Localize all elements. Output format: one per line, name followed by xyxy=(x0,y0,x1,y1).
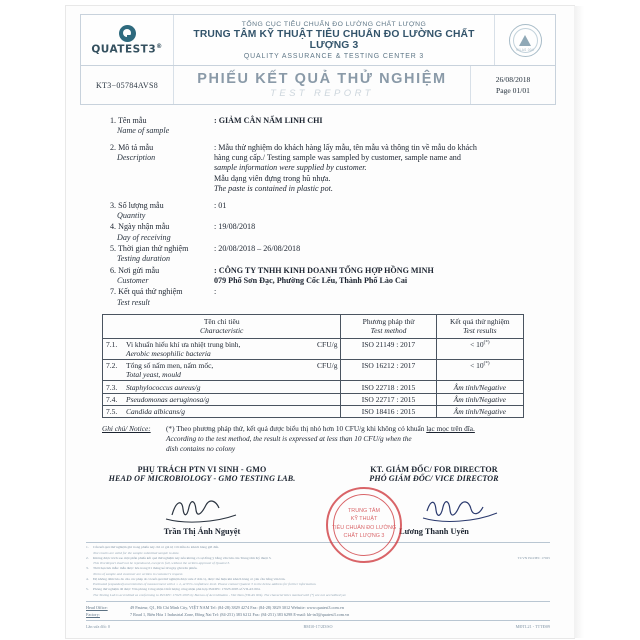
characteristic-en: Pseudomonas aeruginosa/g xyxy=(126,394,210,404)
footer-doc-code: MĐTL21 - TTTĐ09 xyxy=(515,624,551,630)
report-title-block xyxy=(174,66,470,104)
result-value: < 10 xyxy=(470,361,484,371)
field-value-line: : CÔNG TY TNHH KINH DOANH TỔNG HỢP HỒNG MINH xyxy=(214,265,434,275)
col-result-vn: Kết quả thử nghiệm xyxy=(449,317,510,327)
row-number: 7.2. xyxy=(106,361,118,371)
header-line-2: TRUNG TÂM KỸ THUẬT TIÊU CHUẨN ĐO LƯỜNG CHẤT LƯỢNG 3 xyxy=(193,29,475,51)
field-value-line: Mẫu dạng viên đựng trong hũ nhựa. xyxy=(214,173,331,183)
stamp-line-2: KỸ THUẬT xyxy=(350,516,378,523)
cell-characteristic xyxy=(103,338,341,359)
field-row xyxy=(86,143,550,195)
field-label-en: Day of receiving xyxy=(117,232,171,242)
field-value xyxy=(214,143,550,195)
fine-print-number: 2. xyxy=(86,555,89,560)
result-value: Âm tính/Negative xyxy=(453,382,506,392)
logo-number: 3 xyxy=(148,43,157,56)
col-method-vn: Phương pháp thử xyxy=(362,317,415,327)
col-characteristic-vn: Tên chỉ tiêu xyxy=(203,317,240,327)
field-label xyxy=(86,116,214,137)
contact-row xyxy=(86,604,550,611)
report-page-number: Page 01/01 xyxy=(496,86,530,95)
field-row xyxy=(86,266,550,287)
characteristic-text xyxy=(126,361,311,379)
fine-print-side-note: TCVN ISO/IEC 17025 xyxy=(517,555,550,560)
col-method-en: Test method xyxy=(370,326,407,336)
characteristic-unit: CFU/g xyxy=(317,361,338,371)
field-label-en: Description xyxy=(117,153,156,163)
signature-left-title-vn: PHỤ TRÁCH PTN VI SINH - GMO xyxy=(137,465,267,475)
field-value-line: : GIẢM CÂN NẤM LINH CHI xyxy=(214,116,323,125)
stamp-line-3: TIÊU CHUẨN ĐO LƯỜNG xyxy=(331,524,397,531)
fine-print-side-note xyxy=(484,566,550,577)
fine-print-text xyxy=(93,566,484,577)
field-label-en: Test result xyxy=(117,297,150,307)
characteristic-unit xyxy=(311,407,337,416)
characteristic-en: Aerobic mesophilic bacteria xyxy=(126,348,211,358)
field-value-line: sample information were supplied by customer. xyxy=(214,163,367,173)
stamp-text xyxy=(328,507,400,539)
fine-print-number: 4. xyxy=(86,576,89,581)
fine-print-en: This Test Report shall not be reproduced, except in full, without the written approval of Quatest 3. xyxy=(93,561,231,566)
signature-left-title-en: HEAD OF MICROBIOLOGY - GMO TESTING LAB. xyxy=(108,474,296,484)
result-value: < 10 xyxy=(470,339,484,349)
field-value-line: : 19/08/2018 xyxy=(214,222,256,232)
header-org-block xyxy=(174,19,494,62)
fine-print-side-note xyxy=(484,545,550,556)
notice-line-1: (*) Theo phương pháp thử, kết quả được biểu thị nhỏ hơn 10 CFU/g khi không có khuẩn xyxy=(166,424,425,434)
contact-block xyxy=(86,601,550,621)
characteristic-vn: Tổng số nấm men, nấm mốc, xyxy=(126,361,214,371)
result-value: Âm tính/Negative xyxy=(453,407,506,417)
row-number: 7.1. xyxy=(106,339,118,349)
fine-print-vn: Cấu kết quả thử nghiệm ghi trong phiếu này chỉ có giá trị với mẫu do khách hàng gửi đến. xyxy=(93,545,220,550)
field-label-en: Quantity xyxy=(117,210,146,220)
handwritten-signature-icon-2 xyxy=(419,491,505,525)
field-value xyxy=(214,222,550,243)
fine-print-vn: Không được trích sao một phần phiếu kết quả thử nghiệm này nếu không có sự đồng ý bằng văn bản của Trung tâm Kỹ thuật 3. xyxy=(93,555,272,560)
fine-print-en: Estimated (expanded) uncertainties of measurement with k = 2, at 95% confidence level. Please contact Quatest 3 to the below address for further information. xyxy=(93,582,317,587)
seal-caption: VILAS 004 xyxy=(516,48,534,52)
characteristic-text xyxy=(126,383,311,392)
signature-right-title-vn: KT. GIÁM ĐỐC/ FOR DIRECTOR xyxy=(370,465,498,475)
title-band xyxy=(80,65,556,105)
field-label-vn: 5. Thời gian thử nghiệm xyxy=(110,243,189,253)
results-table-body xyxy=(103,338,524,418)
handwritten-signature-icon xyxy=(156,491,248,525)
field-row xyxy=(86,244,550,265)
fine-print-row xyxy=(86,556,550,567)
result-footnote-mark: (*) xyxy=(483,361,490,367)
characteristic-unit xyxy=(311,395,337,404)
footer-form-code: BM10-17/2D/SO xyxy=(303,624,333,630)
fine-print-vn: Phòng thử nghiệm đã được Văn phòng Công nhận Chất lượng công nhận phù hợp ISO/IEC 17025:2005 số VILAS 004. xyxy=(93,587,261,592)
fine-print-vn: Thời hạn lưu mẫu: mẫu được lưu trong 01 tháng kể từ ngày ghi trên phiếu. xyxy=(93,566,198,571)
row-number: 7.3. xyxy=(106,382,118,392)
col-characteristic-en: Characteristic xyxy=(200,326,244,336)
field-label-vn: 4. Ngày nhận mẫu xyxy=(110,222,170,232)
signature-right xyxy=(318,465,550,539)
characteristic-en: Candida albicans/g xyxy=(126,407,185,417)
notice-line-2: lạc mọc trên đĩa. xyxy=(426,424,475,434)
field-value xyxy=(214,244,550,265)
fine-print-row xyxy=(86,577,550,588)
characteristic-text xyxy=(126,395,311,404)
characteristic-vn: Vi khuẩn hiếu khí ưa nhiệt trung bình, xyxy=(126,339,241,349)
scanned-sheet xyxy=(66,6,574,638)
row-number: 7.5. xyxy=(106,407,118,417)
field-value-line: : 20/08/2018 – 26/08/2018 xyxy=(214,243,301,253)
results-table xyxy=(102,314,524,418)
quatest-logo xyxy=(81,15,174,65)
field-label-en: Name of sample xyxy=(117,126,170,136)
field-label-en: Testing duration xyxy=(117,254,170,264)
result-value: Âm tính/Negative xyxy=(453,394,506,404)
field-value xyxy=(214,116,550,137)
col-result-en: Test results xyxy=(463,326,497,336)
footer-revision: Lần sửa đổi: 0 xyxy=(86,624,111,630)
stamp-line-4: CHẤT LƯỢNG 3 xyxy=(343,532,385,539)
report-date: 26/08/2018 xyxy=(495,75,531,84)
accreditation-seal-icon xyxy=(509,24,542,57)
signature-right-name: Lương Thanh Uyên xyxy=(399,527,469,537)
notice-line-4: dish contains no colony xyxy=(166,443,236,453)
field-value xyxy=(214,287,550,308)
contact-label: Head Office: xyxy=(86,604,108,610)
cell-method: ISO 22717 : 2015 xyxy=(341,393,436,405)
field-label-vn: 2. Mô tả mẫu xyxy=(110,142,154,152)
report-date-block xyxy=(470,66,555,104)
quatest-logo-text xyxy=(91,43,162,56)
fine-print-text xyxy=(93,577,484,588)
fine-print-row xyxy=(86,587,550,598)
fine-print-number: 3. xyxy=(86,566,89,571)
fine-print-text xyxy=(93,545,484,556)
cell-result xyxy=(436,406,523,418)
field-value-line: 079 Phố Sơn Đạc, Phường Cốc Lếu, Thành Phố Lào Cai xyxy=(214,276,408,286)
fine-print-side-note xyxy=(484,587,550,598)
col-result xyxy=(436,315,523,339)
characteristic-en: Staphylococcus aureus/g xyxy=(126,382,201,392)
fine-print-en: The Testing Lab is accredited as conforming to ISO/IEC 17025:2005 by Bureau of Accreditation - Viet Nam (VILAS 004). The characteristics marked with (*) are not accredited yet. xyxy=(93,592,347,597)
cell-characteristic xyxy=(103,381,341,393)
seal-triangle-icon xyxy=(519,35,531,46)
result-footnote-mark: (*) xyxy=(483,340,490,346)
cell-result xyxy=(436,393,523,405)
field-value xyxy=(214,266,550,287)
characteristic-text xyxy=(126,340,311,358)
contact-row xyxy=(86,611,550,618)
cell-method: ISO 18416 : 2015 xyxy=(341,406,436,418)
signature-left xyxy=(86,465,318,536)
fine-print-side-note xyxy=(484,577,550,588)
logo-registered-mark: ® xyxy=(156,42,163,50)
fine-print-en: Test results are valid for the sample submitted sample to date. xyxy=(93,550,180,555)
cell-characteristic xyxy=(103,359,341,380)
cell-characteristic xyxy=(103,406,341,418)
fine-print-en: Terms of sample and customer are written in customer's request. xyxy=(93,571,184,576)
field-label-vn: 7. Kết quả thử nghiệm xyxy=(110,287,183,297)
field-label xyxy=(86,201,214,222)
fine-print-number: 5. xyxy=(86,587,89,592)
characteristic-unit: CFU/g xyxy=(317,339,338,349)
field-row xyxy=(86,287,550,308)
fine-print-text xyxy=(93,587,484,598)
field-label xyxy=(86,143,214,195)
header-line-1: TỔNG CỤC TIÊU CHUẨN ĐO LƯỜNG CHẤT LƯỢNG xyxy=(241,20,427,28)
notice-label: Ghi chú/ Notice: xyxy=(102,424,151,434)
field-label xyxy=(86,222,214,243)
quatest-logo-icon xyxy=(119,25,136,42)
signature-left-name: Trần Thị Ánh Nguyệt xyxy=(163,527,241,537)
field-label-vn: 6. Nơi gửi mẫu xyxy=(110,265,160,275)
cell-characteristic xyxy=(103,393,341,405)
cell-result xyxy=(436,381,523,393)
stamp-line-1: TRUNG TÂM xyxy=(348,508,380,515)
field-label-vn: 3. Số lượng mẫu xyxy=(110,200,164,210)
signature-right-title-en: PHÓ GIÁM ĐỐC/ VICE DIRECTOR xyxy=(369,474,499,484)
field-label-en: Customer xyxy=(117,276,149,286)
notice-text xyxy=(166,424,524,453)
fine-print-row xyxy=(86,566,550,577)
field-list xyxy=(86,116,550,308)
table-row xyxy=(103,381,524,393)
fine-print-text xyxy=(93,556,484,567)
cell-result xyxy=(436,359,523,380)
header-line-3: QUALITY ASSURANCE & TESTING CENTER 3 xyxy=(243,52,425,60)
field-row xyxy=(86,222,550,243)
signature-block xyxy=(86,465,550,539)
table-row xyxy=(103,359,524,380)
characteristic-unit xyxy=(311,383,337,392)
contact-value: 7 Road 1, Biên Hòa 1 Industrial Zone, Đồng Nai Tel: (84-251) 383 6212 Fax: (84-251) 383 6298 E-mail: kh-tn3@quatest3.com.vn xyxy=(130,612,350,617)
notice-block xyxy=(102,424,524,453)
contact-label: Factory: xyxy=(86,612,100,617)
fine-print-row xyxy=(86,545,550,556)
field-label-vn: 1. Tên mẫu xyxy=(110,116,147,125)
characteristic-text xyxy=(126,407,311,416)
report-code: KT3−05784AVS8 xyxy=(81,66,174,104)
field-value-line: The paste is contained in plastic pot. xyxy=(214,184,333,194)
field-label xyxy=(86,244,214,265)
signature-left-space xyxy=(86,483,318,527)
field-label xyxy=(86,287,214,308)
accreditation-seal xyxy=(494,15,555,65)
field-value xyxy=(214,201,550,222)
field-value-line: : 01 xyxy=(214,200,227,210)
table-row xyxy=(103,406,524,418)
official-red-stamp xyxy=(326,487,402,563)
fine-print-block xyxy=(86,542,550,598)
logo-word-text: QUATEST xyxy=(91,43,149,56)
field-value-line: : Mẫu thử nghiệm do khách hàng lấy mẫu, tên mẫu và thông tin về mẫu do khách xyxy=(214,142,477,152)
results-header-row xyxy=(103,315,524,339)
fine-print-number: 1. xyxy=(86,545,89,550)
col-method xyxy=(341,315,436,339)
row-number: 7.4. xyxy=(106,394,118,404)
report-title-en: TEST REPORT xyxy=(270,88,374,99)
results-table-head xyxy=(103,315,524,339)
cell-method: ISO 22718 : 2015 xyxy=(341,381,436,393)
cell-method: ISO 21149 : 2017 xyxy=(341,338,436,359)
col-characteristic xyxy=(103,315,341,339)
cell-result xyxy=(436,338,523,359)
field-label xyxy=(86,266,214,287)
footer-last-line xyxy=(86,624,550,629)
field-value-line: hàng cung cấp./ Testing sample was sampled by customer, sample name and xyxy=(214,153,461,163)
fine-print-vn: Độ không đảm bảo đo của các phép đo và kết quả thử nghiệm được nêu ở đơn vị, được thể hiện khi khách hàng có yêu cầu bằng văn bản. xyxy=(93,576,286,581)
report-title-vn: PHIẾU KẾT QUẢ THỬ NGHIỆM xyxy=(197,71,447,87)
field-value-line: : xyxy=(214,287,217,297)
field-row xyxy=(86,116,550,137)
characteristic-en: Total yeast, mould xyxy=(126,370,181,380)
notice-line-3: According to the test method, the result is expressed at less than 10 CFU/g when the xyxy=(166,434,412,444)
field-row xyxy=(86,201,550,222)
table-row xyxy=(103,338,524,359)
table-row xyxy=(103,393,524,405)
report-body xyxy=(80,105,556,539)
cell-method: ISO 16212 : 2017 xyxy=(341,359,436,380)
contact-value: 49 Pasteur, Q1, Hồ Chí Minh City, VIỆT NAM Tel: (84-28) 3829 4274 Fax: (84-28) 3829 3012 Website: www.quatest3.com.vn xyxy=(130,604,344,610)
report-header xyxy=(80,14,556,65)
